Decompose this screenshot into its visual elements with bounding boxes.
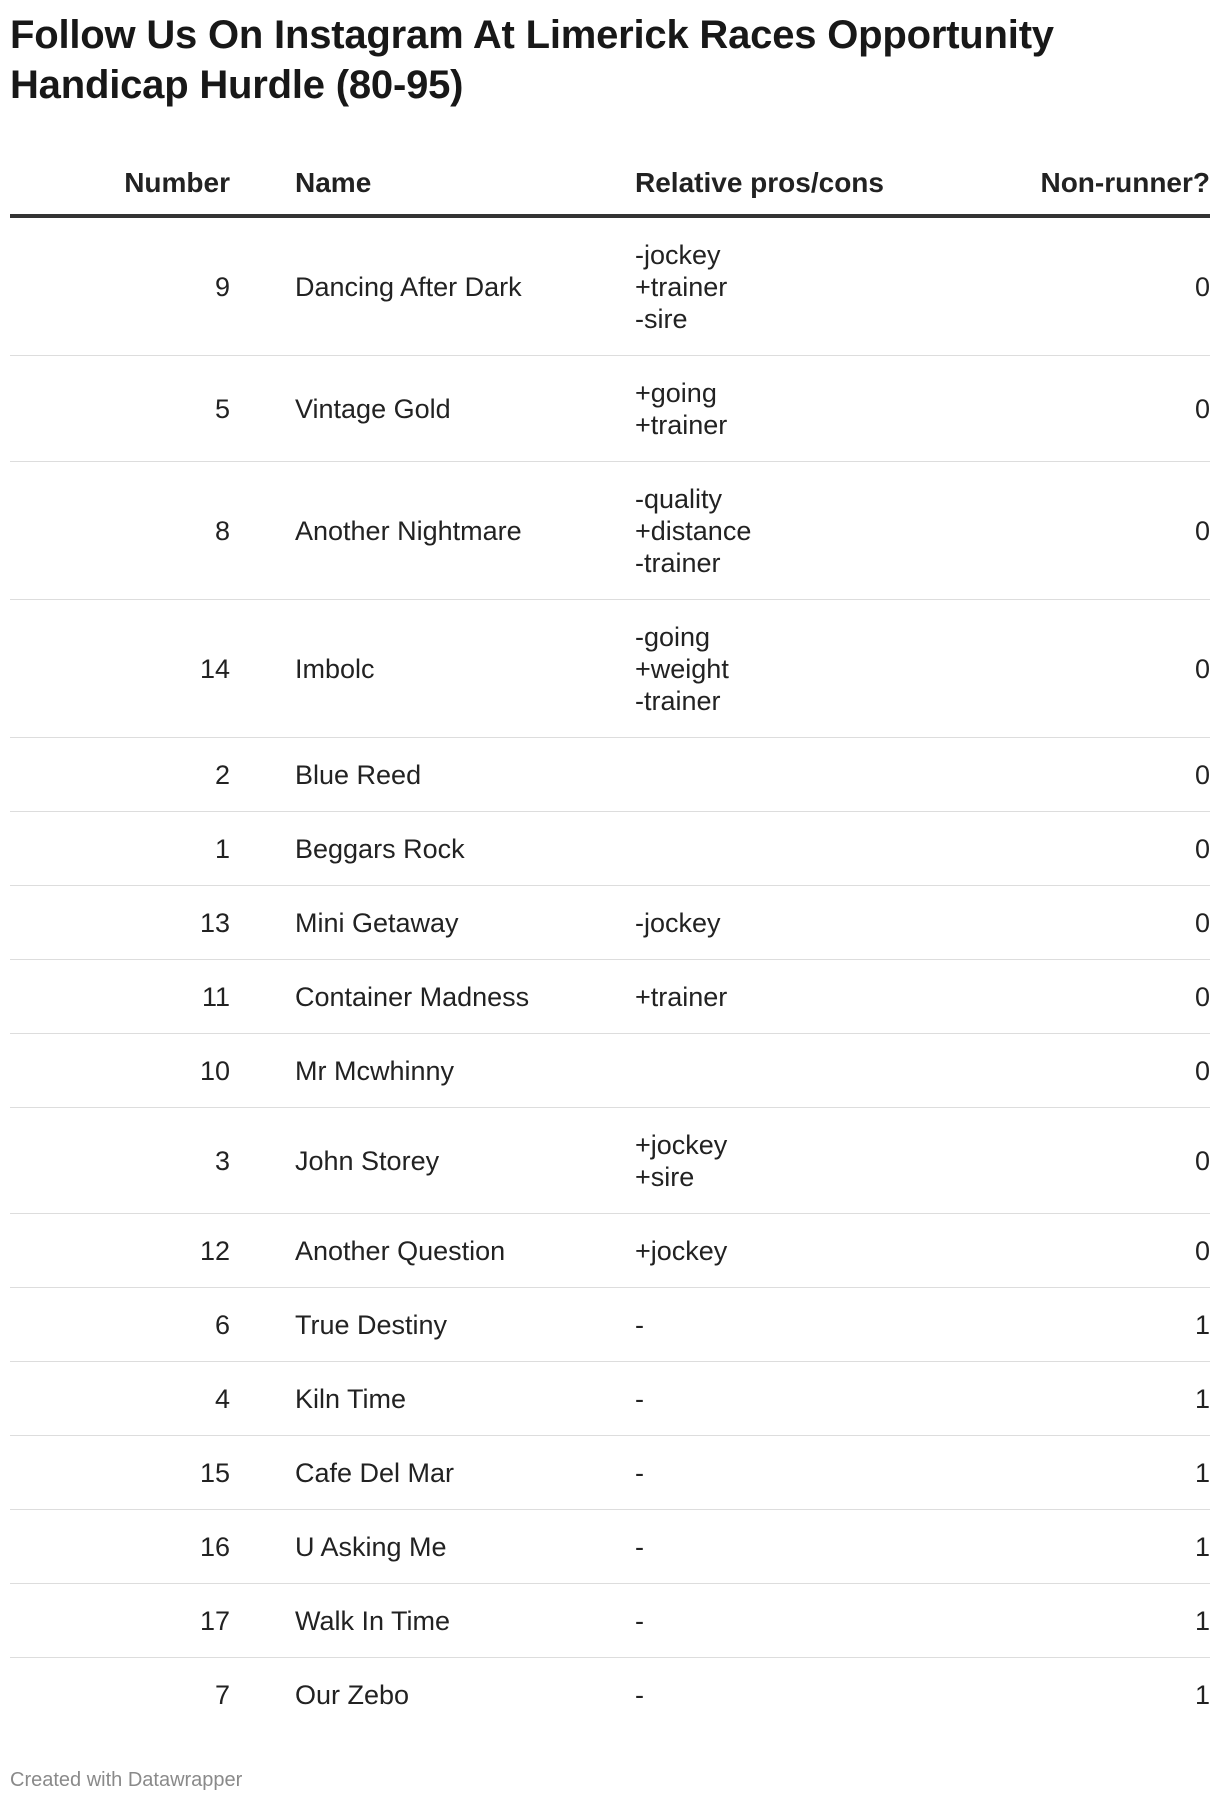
cell-name: Mr Mcwhinny [295,1034,635,1108]
cell-pros-cons [635,1584,980,1658]
cell-non-runner: 0 [980,1214,1210,1288]
pros-cons-item: +sire [635,1161,695,1192]
cell-name: Mini Getaway [295,886,635,960]
pros-cons-item: - [635,1309,644,1340]
cell-name: Our Zebo [295,1679,410,1710]
table-row [10,1658,1210,1732]
column-header-name[interactable]: Name [295,152,635,216]
cell-name: Blue Reed [295,738,635,812]
table-row [10,216,1210,356]
pros-cons-item: +going [635,377,717,408]
cell-pros-cons [635,1510,980,1584]
cell-non-runner: 1 [980,1510,1210,1584]
cell-non-runner: 0 [980,216,1210,356]
table-header [10,152,1210,216]
table-row [10,1510,1210,1584]
column-header-number[interactable]: Number [10,152,230,216]
cell-spacer [230,462,295,600]
header-row [10,152,1210,216]
table-row [10,600,1210,738]
pros-cons-item: - [635,1383,644,1414]
cell-number: 4 [10,1362,230,1436]
cell-pros-cons [635,1034,980,1108]
table-row [10,1034,1210,1108]
cell-pros-cons [635,812,980,886]
cell-spacer [230,356,295,462]
cell-number: 6 [10,1288,230,1362]
pros-cons-item: +trainer [635,981,728,1012]
cell-non-runner: 0 [980,1034,1210,1108]
cell-pros-cons [635,356,980,462]
datawrapper-credit: Created with Datawrapper [10,1769,243,1791]
cell-spacer [230,600,295,738]
cell-non-runner: 1 [980,1436,1210,1510]
cell-number: 3 [10,1108,230,1214]
pros-cons-item: -jockey [635,907,721,938]
cell-number: 5 [10,356,230,462]
cell-pros-cons [635,216,980,356]
cell-pros-cons [635,1436,980,1510]
pros-cons-item: +weight [635,653,729,684]
cell-number: 12 [10,1214,230,1288]
table-row [10,356,1210,462]
cell-pros-cons [635,738,980,812]
cell-non-runner: 1 [980,1584,1210,1658]
cell-number: 14 [10,600,230,738]
cell-number: 8 [10,462,230,600]
cell-name: Cafe Del Mar [295,1436,635,1510]
cell-number: 15 [10,1436,230,1510]
cell-pros-cons [635,600,980,738]
cell-spacer [230,886,295,960]
cell-spacer [230,1436,295,1510]
cell-spacer [230,1108,295,1214]
cell-name: True Destiny [295,1288,635,1362]
cell-name: Kiln Time [295,1362,635,1436]
cell-pros-cons [635,960,980,1034]
table-row [10,1214,1210,1288]
cell-spacer [230,1658,295,1732]
pros-cons-item: +jockey [635,1129,728,1160]
cell-spacer [230,1362,295,1436]
cell-non-runner: 0 [980,462,1210,600]
cell-non-runner: 0 [980,600,1210,738]
cell-non-runner: 0 [980,1108,1210,1214]
pros-cons-item: +trainer [635,271,728,302]
column-header-pros-cons[interactable]: Relative pros/cons [635,152,980,216]
table-body [10,216,1210,1731]
pros-cons-item: -jockey [635,239,721,270]
table-row [10,1108,1210,1214]
cell-name: Another Question [295,1214,635,1288]
cell-number: 1 [10,812,230,886]
cell-pros-cons [635,1658,980,1732]
cell-number: 7 [214,1679,230,1710]
pros-cons-item: +distance [635,515,752,546]
cell-non-runner: 0 [980,356,1210,462]
table-row [10,960,1210,1034]
cell-number: 13 [10,886,230,960]
pros-cons-item: -trainer [635,547,721,578]
table-title: Follow Us On Instagram At Limerick Races Opportunity Handicap Hurdle (80-95) [10,13,1054,107]
table-row [10,1362,1210,1436]
pros-cons-item: +trainer [635,409,728,440]
pros-cons-item: - [635,1605,644,1636]
column-header-non-runner[interactable]: Non-runner? [980,152,1210,216]
table-row [10,1584,1210,1658]
cell-number: 16 [10,1510,230,1584]
cell-number: 10 [10,1034,230,1108]
pros-cons-item: - [635,1531,644,1562]
cell-non-runner: 0 [980,886,1210,960]
pros-cons-item: -trainer [635,685,721,716]
cell-non-runner: 0 [980,960,1210,1034]
table-row [10,886,1210,960]
cell-number: 2 [10,738,230,812]
table-row [10,1288,1210,1362]
pros-cons-item: -going [635,621,711,652]
cell-spacer [230,216,295,356]
cell-spacer [230,738,295,812]
cell-number: 9 [10,216,230,356]
cell-name: U Asking Me [295,1510,635,1584]
cell-non-runner: 0 [980,738,1210,812]
cell-name: John Storey [295,1108,635,1214]
cell-number: 17 [10,1584,230,1658]
cell-pros-cons [635,1362,980,1436]
table-row [10,738,1210,812]
table-row [10,1436,1210,1510]
cell-non-runner: 1 [980,1362,1210,1436]
cell-pros-cons [635,1288,980,1362]
cell-number: 11 [10,960,230,1034]
column-spacer [230,152,295,216]
cell-name: Imbolc [295,600,635,738]
cell-name: Vintage Gold [295,356,635,462]
cell-non-runner: 1 [1194,1679,1210,1710]
cell-spacer [230,1214,295,1288]
cell-pros-cons [635,462,980,600]
cell-name: Another Nightmare [295,462,635,600]
cell-spacer [230,1510,295,1584]
cell-spacer [230,812,295,886]
runners-table [10,152,1210,1731]
table-row [10,812,1210,886]
cell-spacer [230,1034,295,1108]
cell-name: Container Madness [295,960,635,1034]
pros-cons-item: -quality [635,483,723,514]
cell-spacer [230,1584,295,1658]
pros-cons-item: -sire [635,303,688,334]
cell-pros-cons [635,886,980,960]
cell-non-runner: 1 [980,1288,1210,1362]
pros-cons-item: +jockey [635,1235,728,1266]
cell-name: Beggars Rock [295,812,635,886]
pros-cons-item: - [635,1457,644,1488]
table-row [10,462,1210,600]
cell-spacer [230,1288,295,1362]
pros-cons-item: - [635,1679,644,1710]
cell-pros-cons [635,1214,980,1288]
cell-pros-cons [635,1108,980,1214]
cell-spacer [230,960,295,1034]
cell-name: Walk In Time [295,1584,635,1658]
cell-non-runner: 0 [980,812,1210,886]
cell-name: Dancing After Dark [295,216,635,356]
